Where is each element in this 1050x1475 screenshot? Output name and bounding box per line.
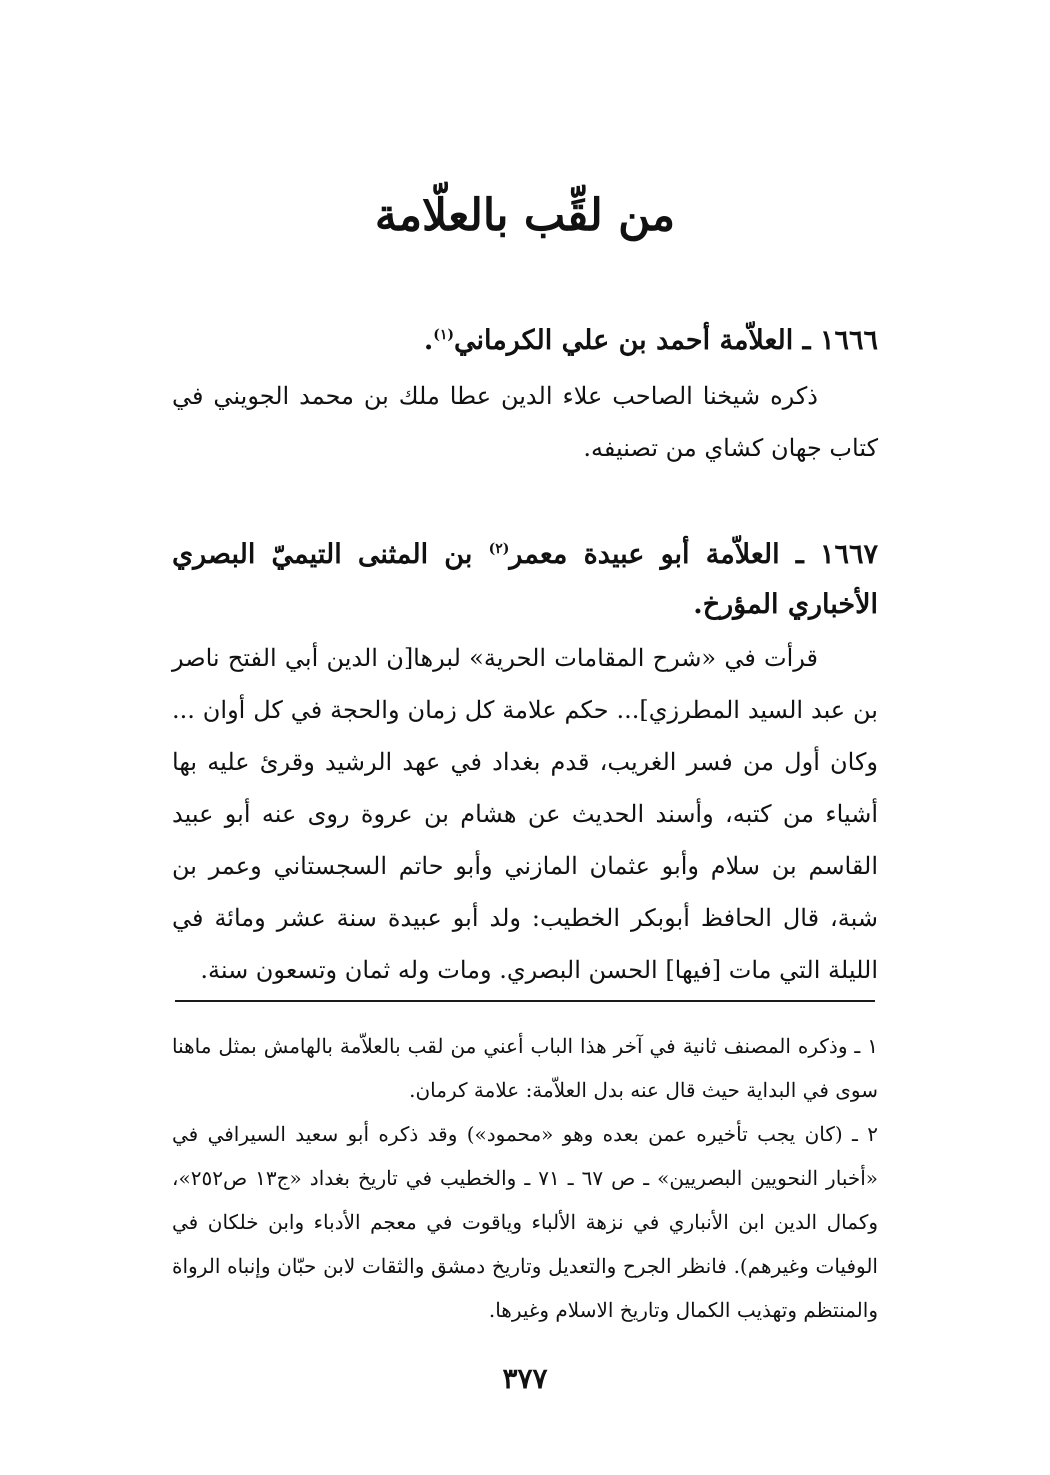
footnote-ref-2[interactable]: (٢) bbox=[488, 541, 510, 557]
footnotes bbox=[172, 1024, 878, 1332]
entry-body-1666 bbox=[172, 370, 878, 474]
footnote-2: ٢ ـ (كان يجب تأخيره عمن بعده وهو «محمود») وقد ذكره أبو سعيد السيرافي في «أخبار النحويين البصريين» ـ ص ٦٧ ـ ٧١ ـ والخطيب في تاريخ بغداد «ج١٣ ص٢٥٢»، وكمال الدين ابن الأنباري في نزهة الألباء وياقوت في معجم الأدباء وابن خلكان في الوفيات وغيرهم). فانظر الجرح والتعديل وتاريخ دمشق والثقات لابن حبّان وإنباه الرواة والمنتظم وتهذيب الكمال وتاريخ الاسلام وغيرها. bbox=[172, 1122, 879, 1322]
entry-heading-tail: . bbox=[423, 325, 434, 356]
footnote-divider bbox=[175, 1000, 875, 1002]
entry-body-text: ذكره شيخنا الصاحب علاء الدين عطا ملك بن محمد الجويني في كتاب جهان كشاي من تصنيفه. bbox=[172, 382, 878, 462]
entry-heading-text: ١٦٦٧ ـ العلاّمة أبو عبيدة معمر bbox=[509, 539, 878, 570]
entry-body-1667 bbox=[172, 632, 878, 996]
chapter-title: من لقِّب بالعلّامة bbox=[374, 190, 676, 241]
entry-body-text: قرأت في «شرح المقامات الحرية» لبرها[ن الدين أبي الفتح ناصر بن عبد السيد المطرزي]... حكم علامة كل زمان والحجة في كل أوان ... وكان أول من فسر الغريب، قدم بغداد في عهد الرشيد وقرئ عليه بها أشياء من كتبه، وأسند الحديث عن هشام بن عروة روى عنه أبو عبيد القاسم بن سلام وأبو عثمان المازني وأبو حاتم السجستاني وعمر بن شبة، قال الحافظ أبوبكر الخطيب: ولد أبو عبيدة سنة عشر ومائة في الليلة التي مات [فيها] الحسن البصري. ومات وله ثمان وتسعون سنة. bbox=[172, 644, 878, 984]
entry-heading-1666 bbox=[172, 316, 878, 366]
entry-heading-1667 bbox=[172, 530, 878, 630]
footnote-1: ١ ـ وذكره المصنف ثانية في آخر هذا الباب أعني من لقب بالعلاّمة بالهامش بمثل ماهنا سوى في البداية حيث قال عنه بدل العلاّمة: علامة كرمان. bbox=[172, 1034, 878, 1102]
entry-heading-text: ١٦٦٦ ـ العلاّمة أحمد بن علي الكرماني bbox=[454, 325, 878, 356]
footnote-ref-1[interactable]: (١) bbox=[433, 327, 455, 343]
page-number: ٣٧٧ bbox=[502, 1362, 548, 1395]
entry-heading-tail: بن المثنى التيميّ البصري الأخباري المؤرخ. bbox=[172, 539, 878, 620]
